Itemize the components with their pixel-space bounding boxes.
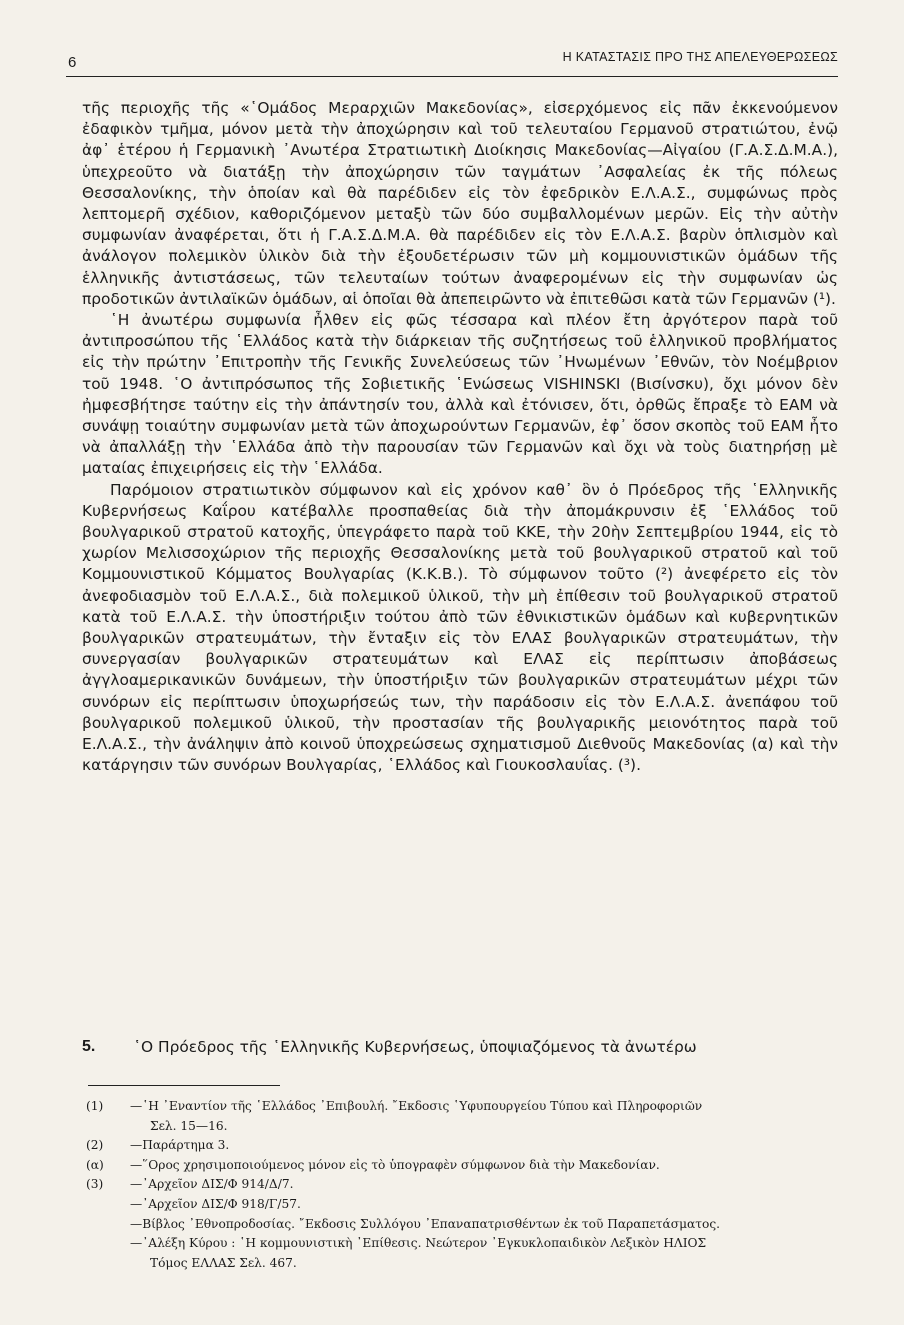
- page-number: 6: [68, 54, 77, 71]
- body-text: [82, 98, 838, 777]
- footnote-text: —῾Η ᾽Εναντίον τῆς ῾Ελλάδος ᾽Επιβουλή. ῎Εκδοσις ῾Υφυπουργείου Τύπου καὶ Πληροφοριῶν: [130, 1099, 703, 1113]
- running-head: Η ΚΑΤΑΣΤΑΣΙΣ ΠΡΟ ΤΗΣ ΑΠΕΛΕΥΘΕΡΩΣΕΩΣ: [562, 50, 838, 64]
- footnote-rule: [88, 1085, 280, 1086]
- footnote-mark: [86, 1234, 130, 1254]
- footnote-text: Σελ. 15—16.: [150, 1118, 228, 1133]
- footnote-mark: [86, 1117, 130, 1137]
- footnote-text: Τόμος ΕΛΛΑΣ Σελ. 467.: [150, 1255, 297, 1270]
- footnote-text: —Βίβλος ᾽Εθνοπροδοσίας. ῎Εκδοσις Συλλόγου ᾽Επαναπατρισθέντων ἐκ τοῦ Παραπετάσματος.: [130, 1216, 721, 1231]
- footnote: [86, 1215, 850, 1235]
- footnote-mark: (1): [86, 1099, 104, 1113]
- section-number: 5.: [82, 1038, 96, 1055]
- paragraph: τῆς περιοχῆς τῆς «῾Ομάδος Μεραρχιῶν Μακεδονίας», εἰσερχόμενος εἰς πᾶν ἐκκενούμενον ἐδαφικὸν τμῆμα, μόνον μετὰ τὴν ἀποχώρησιν καὶ τοῦ τελευταίου Γερμανοῦ στρατιώτου, ἐνῷ ἀφ᾽ ἑτέρου ἡ Γερμανικὴ ᾽Ανωτέρα Στρατιωτικὴ Διοίκησις Μακεδονίας—Αἰγαίου (Γ.Α.Σ.Δ.Μ.Α.), ὑπεχρεοῦτο νὰ διατάξῃ τὴν ἀποχώρησιν τῶν ταγμάτων ᾽Ασφαλείας ἐκ τῆς πόλεως Θεσσαλονίκης, τὴν ὁποίαν καὶ θὰ παρέδιδεν εἰς τὸν ἐφεδρικὸν Ε.Λ.Α.Σ., συμφώνως πρὸς λεπτομερῆ σχέδιον, καθοριζόμενον μεταξὺ τῶν δύο συμβαλλομένων μερῶν. Εἰς τὴν αὐτὴν συμφωνίαν ἀναφέρεται, ὅτι ἡ Γ.Α.Σ.Δ.Μ.Α. θὰ παρέδιδεν εἰς τὸν Ε.Λ.Α.Σ. βαρὺν ὁπλισμὸν καὶ ἀνάλογον πολεμικὸν ὑλικὸν διὰ τὴν ἐξουδετέρωσιν τῶν μὴ κομμουνιστικῶν ὁμάδων τῆς ἑλληνικῆς ἀντιστάσεως, τῶν τελευταίων τούτων ἀναφερομένων εἰς τὴν συμφωνίαν ὡς προδοτικῶν ἀντιλαϊκῶν ὁμάδων, αἱ ὁποῖαι θὰ ἀπεπειρῶντο νὰ ἐπιτεθῶσι κατὰ τῶν Γερμανῶν (¹).: [82, 99, 838, 308]
- footnote: [86, 1156, 850, 1176]
- footnote: [86, 1117, 850, 1137]
- footnote: [86, 1175, 850, 1195]
- footnote-mark: (α): [86, 1157, 104, 1172]
- section-text: ῾Ο Πρόεδρος τῆς ῾Ελληνικῆς Κυβερνήσεως, ὑποψιαζόμενος τὰ ἀνωτέρω: [133, 1038, 697, 1056]
- footnotes: [86, 1097, 850, 1273]
- footnote-text: —Παράρτημα 3.: [130, 1138, 230, 1153]
- paragraph: Παρόμοιον στρατιωτικὸν σύμφωνον καὶ εἰς χρόνον καθ᾽ ὃν ὁ Πρόεδρος τῆς ῾Ελληνικῆς Κυβερνήσεως Καΐρου κατέβαλλε προσπαθείας διὰ τὴν ἀπομάκρυνσιν ἐξ ῾Ελλάδος τοῦ βουλγαρικοῦ στρατοῦ κατοχῆς, ὑπεγράφετο παρὰ τοῦ ΚΚΕ, τὴν 20ὴν Σεπτεμβρίου 1944, εἰς τὸ χωρίον Μελισσοχώριον τῆς περιοχῆς Θεσσαλονίκης μετὰ τοῦ βουλγαρικοῦ στρατοῦ καὶ τοῦ Κομμουνιστικοῦ Κόμματος Βουλγαρίας (Κ.Κ.Β.). Τὸ σύμφωνον τοῦτο (²) ἀνεφέρετο εἰς τὸν ἀνεφοδιασμὸν τοῦ Ε.Λ.Α.Σ., διὰ πολεμικοῦ ὑλικοῦ, τὴν μὴ ἐπίθεσιν τοῦ βουλγαρικοῦ στρατοῦ κατὰ τοῦ Ε.Λ.Α.Σ. τὴν ὑποστήριξιν τούτου ἀπὸ τῶν ἐθνικιστικῶν ὁμάδων καὶ κυβερνητικῶν βουλγαρικῶν στρατευμάτων, τὴν ἔνταξιν εἰς τὸν ΕΛΑΣ βουλγαρικῶν στρατευμάτων, τὴν συνεργασίαν βουλγαρικῶν στρατευμάτων καὶ ΕΛΑΣ εἰς περίπτωσιν ἀποβάσεως ἀγγλοαμερικανικῶν δυνάμεων, τὴν ὑποστήριξιν τῶν βουλγαρικῶν στρατευμάτων μέχρι τῶν συνόρων εἰς περίπτωσιν ὑποχωρήσεώς των, τὴν παράδοσιν εἰς τὸν Ε.Λ.Α.Σ. ἀνεπάφου τοῦ βουλγαρικοῦ πολεμικοῦ ὑλικοῦ, τὴν προστασίαν τῆς βουλγαρικῆς μειονότητος παρὰ τοῦ Ε.Λ.Α.Σ., τὴν ἀνάληψιν ἀπὸ κοινοῦ ὑποχρεώσεως σχηματισμοῦ Διεθνοῦς Μακεδονίας (α) καὶ τὴν κατάργησιν τῶν συνόρων Βουλγαρίας, ῾Ελλάδος καὶ Γιουκοσλαυΐας. (³).: [82, 480, 838, 775]
- footnote-mark: (2): [86, 1138, 104, 1153]
- footnote-mark: [86, 1195, 130, 1215]
- footnote: [86, 1195, 850, 1215]
- header-rule: [66, 76, 838, 77]
- footnote-text: —῞Ορος χρησιμοποιούμενος μόνον εἰς τὸ ὑπογραφὲν σύμφωνον διὰ τὴν Μακεδονίαν.: [130, 1157, 660, 1172]
- footnote: [86, 1136, 850, 1156]
- footnote-mark: [86, 1215, 130, 1235]
- footnote-text: —᾽Αλέξη Κύρου : ῾Η κομμουνιστικὴ ᾽Επίθεσις. Νεώτερον ᾽Εγκυκλοπαιδικὸν Λεξικὸν ΗΛΙΟΣ: [130, 1236, 707, 1251]
- section-line: [82, 1038, 844, 1056]
- footnote-mark: [86, 1254, 130, 1274]
- footnote: [86, 1234, 850, 1254]
- footnote: [86, 1254, 850, 1274]
- footnote-text: —᾽Αρχεῖον ΔΙΣ/Φ 918/Γ/57.: [130, 1196, 301, 1211]
- footnote: [86, 1097, 850, 1117]
- footnote-text: —᾽Αρχεῖον ΔΙΣ/Φ 914/Δ/7.: [130, 1177, 294, 1192]
- paragraph: ῾Η ἀνωτέρω συμφωνία ἦλθεν εἰς φῶς τέσσαρα καὶ πλέον ἔτη ἀργότερον παρὰ τοῦ ἀντιπροσώπου τῆς ῾Ελλάδος κατὰ τὴν διάρκειαν τῆς συζητήσεως τοῦ ἑλληνικοῦ προβλήματος εἰς τὴν πρώτην ᾽Επιτροπὴν τῆς Γενικῆς Συνελεύσεως τῶν ᾽Ηνωμένων ᾽Εθνῶν, τὸν Νοέμβριον τοῦ 1948. ῾Ο ἀντιπρόσωπος τῆς Σοβιετικῆς ῾Ενώσεως VISHINSKI (Βισίνσκυ), ὄχι μόνον δὲν ἠμφεσβήτησε ταύτην εἰς τὴν ἀπάντησίν του, ἀλλὰ καὶ ἐτόνισεν, ὅτι, ὀρθῶς ἔπραξε τὸ ΕΑΜ νὰ συνάψῃ τοιαύτην συμφωνίαν μετὰ τῶν ἀποχωρούντων Γερμανῶν, ἐφ᾽ ὅσον σκοπὸς τοῦ ΕΑΜ ἦτο νὰ ἀπαλλάξῃ τὴν ῾Ελλάδα ἀπὸ τὴν παρουσίαν τῶν Γερμανῶν καὶ ὄχι νὰ τοὺς διατηρήσῃ μὲ ματαίας ἐπιχειρήσεις εἰς τὴν ῾Ελλάδα.: [82, 311, 838, 478]
- footnote-mark: (3): [86, 1177, 104, 1192]
